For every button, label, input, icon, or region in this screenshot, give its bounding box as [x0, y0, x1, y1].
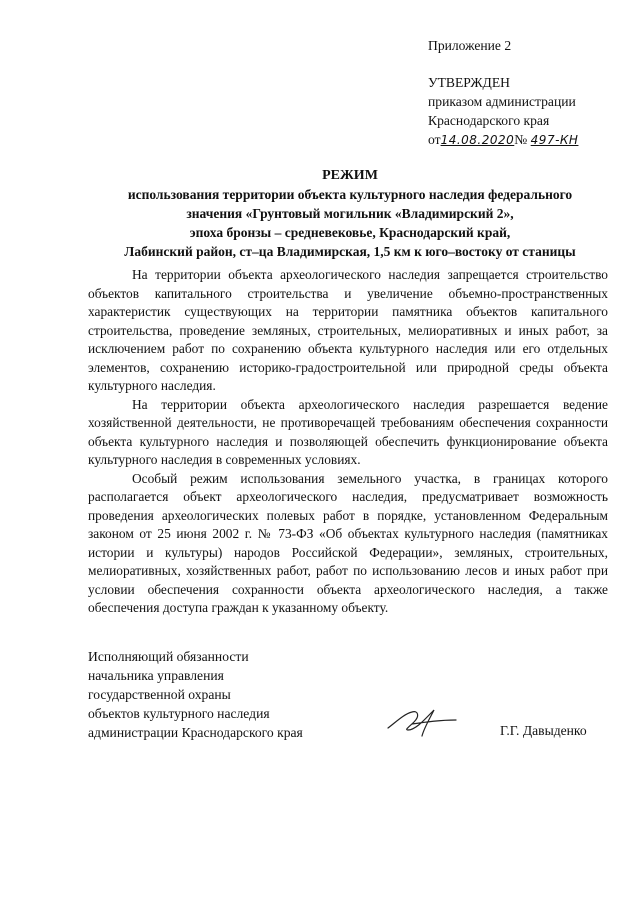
- signatory-line: начальника управления: [88, 668, 224, 683]
- subtitle-line: значения «Грунтовый могильник «Владимирский 2»,: [186, 206, 514, 221]
- approval-line-2: Краснодарского края: [428, 113, 550, 128]
- approval-block: [428, 36, 633, 150]
- number-prefix: №: [514, 132, 528, 147]
- appendix-label: Приложение 2: [428, 38, 512, 53]
- body-text: [88, 266, 608, 618]
- signatory-name: Г.Г. Давыденко: [500, 723, 587, 738]
- handwritten-date: 14.08.2020: [440, 133, 515, 147]
- paragraph: На территории объекта археологического наследия разрешается ведение хозяйственной деятельности, не противоречащей требованиям обеспечения сохранности объекта культурного наследия и позволяющей обеспечить функционирование объекта культурного наследия в современных условиях.: [88, 396, 608, 467]
- paragraph: Особый режим использования земельного участка, в границах которого располагается объект археологического наследия, предусматривает возможность проведения археологических полевых работ в порядке, установленном Федеральным законом от 25 июня 2002 г. № 73-ФЗ «Об объектах культурного наследия (памятниках истории и культуры) народов Российской Федерации», земляных, строительных, мелиоративных, хозяйственных работ, работ по использованию лесов и иных работ при условии обеспечения сохранности объекта археологического наследия, а также обеспечения доступа граждан к указанному объекту.: [88, 470, 608, 615]
- handwritten-signature: [382, 700, 462, 740]
- spacer: [428, 55, 633, 73]
- date-prefix: от: [428, 132, 441, 147]
- paragraph: На территории объекта археологического наследия запрещается строительство объектов капитального строительства и увеличение объемно-пространственных характеристик существующих на территории памятника объектов капитального строительства, проведение земляных, строительных, мелиоративных и иных работ, за исключением работ по сохранению объекта культурного наследия или его отдельных элементов, сохранению историко-градостроительной или природной среды объекта культурного наследия.: [88, 267, 608, 393]
- subtitle-line: эпоха бронзы – средневековье, Краснодарский край,: [189, 225, 511, 240]
- signatory-line: Исполняющий обязанности: [88, 649, 249, 664]
- signatory-line: государственной охраны: [88, 687, 231, 702]
- approval-line-1: приказом администрации: [428, 94, 576, 109]
- subtitle-line: использования территории объекта культурного наследия федерального: [127, 187, 573, 202]
- approved-label: УТВЕРЖДЕН: [428, 75, 510, 90]
- signatory-line: объектов культурного наследия: [88, 706, 270, 721]
- document-title: РЕЖИМ: [322, 168, 378, 183]
- approval-date-line: [428, 130, 633, 150]
- document-subtitle: [60, 185, 639, 261]
- handwritten-number: 497-КН: [530, 133, 579, 147]
- signatory-title: [88, 647, 303, 742]
- subtitle-line: Лабинский район, ст–ца Владимирская, 1,5 км к юго–востоку от станицы: [124, 244, 576, 259]
- signatory-line: администрации Краснодарского края: [88, 725, 303, 740]
